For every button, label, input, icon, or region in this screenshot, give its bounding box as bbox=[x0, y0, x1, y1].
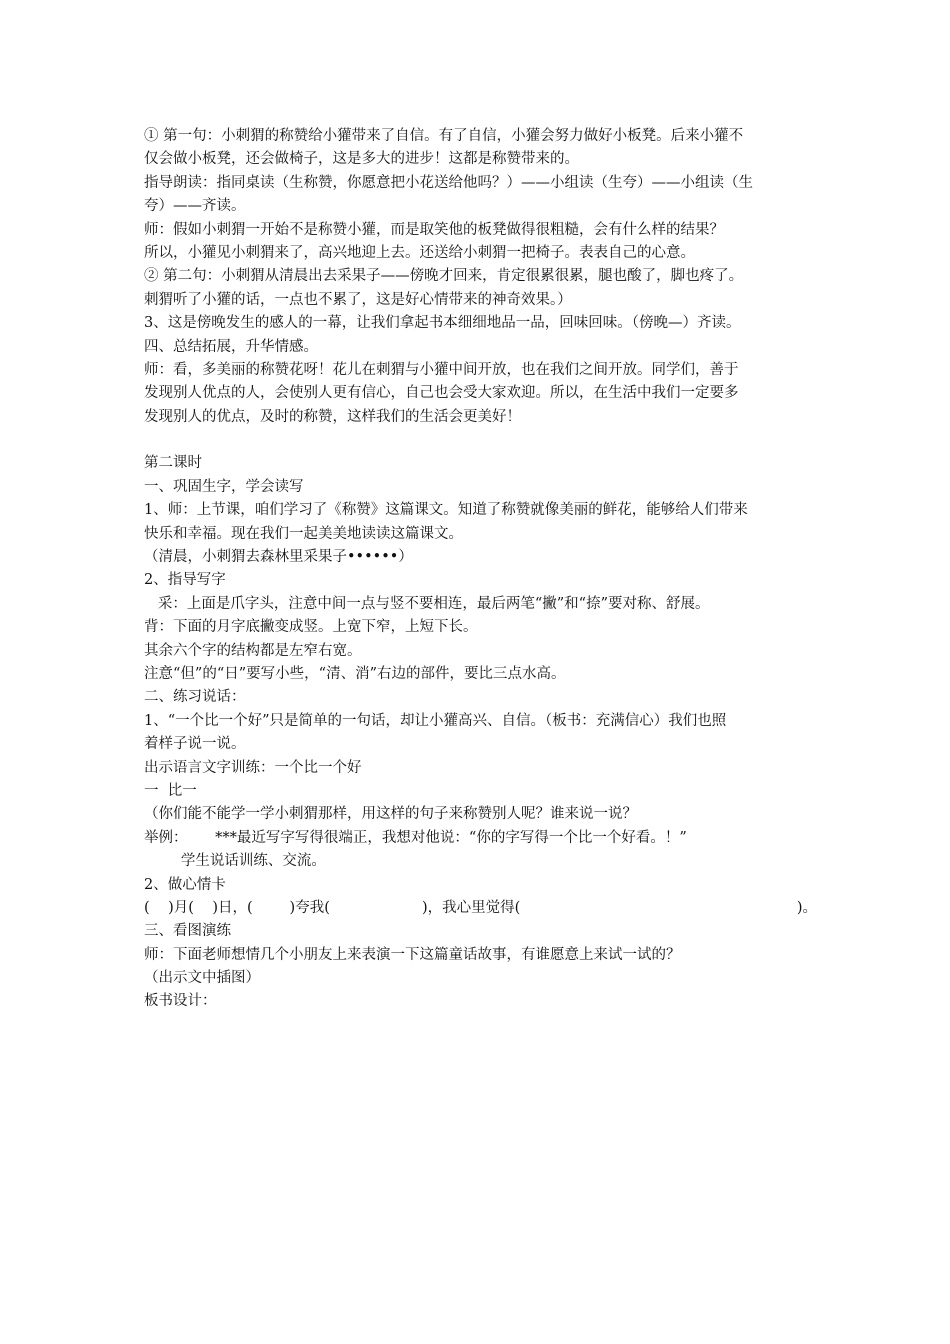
text-line: 1、师：上节课，咱们学习了《称赞》这篇课文。知道了称赞就像美丽的鲜花，能够给人们带来 bbox=[144, 502, 748, 519]
text-line: 夸）——齐读。 bbox=[144, 198, 246, 215]
text-line: 一 比一 bbox=[144, 782, 197, 799]
text-line: （清晨，小刺猬去森林里采果子••••••） bbox=[144, 549, 413, 566]
text-line: 所以，小獾见小刺猬来了，高兴地迎上去。还送给小刺猬一把椅子。表表自己的心意。 bbox=[144, 244, 695, 261]
text-line: 仅会做小板凳，还会做椅子，这是多大的进步！这都是称赞带来的。 bbox=[144, 151, 579, 168]
text-line: 3、这是傍晚发生的感人的一幕，让我们拿起书本细细地品一品，回味回味。（傍晚—）齐读。 bbox=[144, 315, 741, 332]
text-line: ② 第二句：小刺猬从清晨出去采果子——傍晚才回来，肯定很累很累，腿也酸了，脚也疼了。 bbox=[144, 268, 744, 285]
text-line: 出示语言文字训练：一个比一个好 bbox=[144, 759, 362, 776]
text-line: 发现别人优点的人，会使别人更有信心，自己也会受大家欢迎。所以，在生活中我们一定要多 bbox=[144, 385, 739, 402]
text-line: 板书设计： bbox=[144, 993, 217, 1010]
text-line: 背：下面的月字底撇变成竖。上宽下窄，上短下长。 bbox=[144, 619, 478, 636]
text-line: ① 第一句：小刺猬的称赞给小獾带来了自信。有了自信，小獾会努力做好小板凳。后来小獾不 bbox=[144, 128, 744, 144]
text-line: 2、做心情卡 bbox=[144, 876, 226, 893]
text-line: 师：假如小刺猬一开始不是称赞小獾，而是取笑他的板凳做得很粗糙，会有什么样的结果？ bbox=[144, 221, 724, 238]
section-heading: 二、练习说话： bbox=[144, 689, 246, 706]
text-line: 师：看，多美丽的称赞花呀！花儿在刺猬与小獾中间开放，也在我们之间开放。同学们，善于 bbox=[144, 361, 739, 378]
section-heading: 四、总结拓展，升华情感。 bbox=[144, 338, 318, 355]
text-line: 注意“但”的“日”要写小些，“清、消”右边的部件，要比三点水高。 bbox=[144, 665, 566, 682]
document-body bbox=[144, 125, 818, 1014]
text-line: 师：下面老师想情几个小朋友上来表演一下这篇童话故事，有谁愿意上来试一试的？ bbox=[144, 946, 681, 963]
text-line: 2、指导写字 bbox=[144, 572, 226, 589]
lesson-heading: 第二课时 bbox=[144, 455, 202, 472]
mood-card-template: ( )月( )日，( )夸我( )，我心里觉得( )。 bbox=[144, 899, 818, 916]
text-line: 刺猬听了小獾的话，一点也不累了，这是好心情带来的神奇效果。） bbox=[144, 291, 572, 308]
text-line: 1、“一个比一个好”只是简单的一句话，却让小獾高兴、自信。（板书：充满信心）我们也照 bbox=[144, 712, 727, 729]
blank-line bbox=[144, 429, 810, 452]
text-line: 指导朗读：指同桌读（生称赞，你愿意把小花送给他吗？）——小组读（生夸）——小组读（生 bbox=[144, 174, 753, 191]
text-line: 采：上面是爪字头，注意中间一点与竖不要相连，最后两笔“撇”和“捺”要对称、舒展。 bbox=[144, 595, 710, 612]
text-line: 快乐和幸福。现在我们一起美美地读读这篇课文。 bbox=[144, 525, 463, 542]
text-line: 发现别人的优点，及时的称赞，这样我们的生活会更美好！ bbox=[144, 408, 521, 425]
text-line: 着样子说一说。 bbox=[144, 736, 246, 753]
text-line: 学生说话训练、交流。 bbox=[144, 853, 326, 870]
text-line: （你们能不能学一学小刺猬那样，用这样的句子来称赞别人呢？谁来说一说？ bbox=[144, 806, 637, 823]
section-heading: 一、巩固生字，学会读写 bbox=[144, 478, 304, 495]
text-line: 其余六个字的结构都是左窄右宽。 bbox=[144, 642, 362, 659]
text-line: 举例： ***最近写字写得很端正，我想对他说：“你的字写得一个比一个好看。！” bbox=[144, 829, 687, 846]
text-line: （出示文中插图） bbox=[144, 970, 260, 987]
section-heading: 三、看图演练 bbox=[144, 923, 231, 940]
